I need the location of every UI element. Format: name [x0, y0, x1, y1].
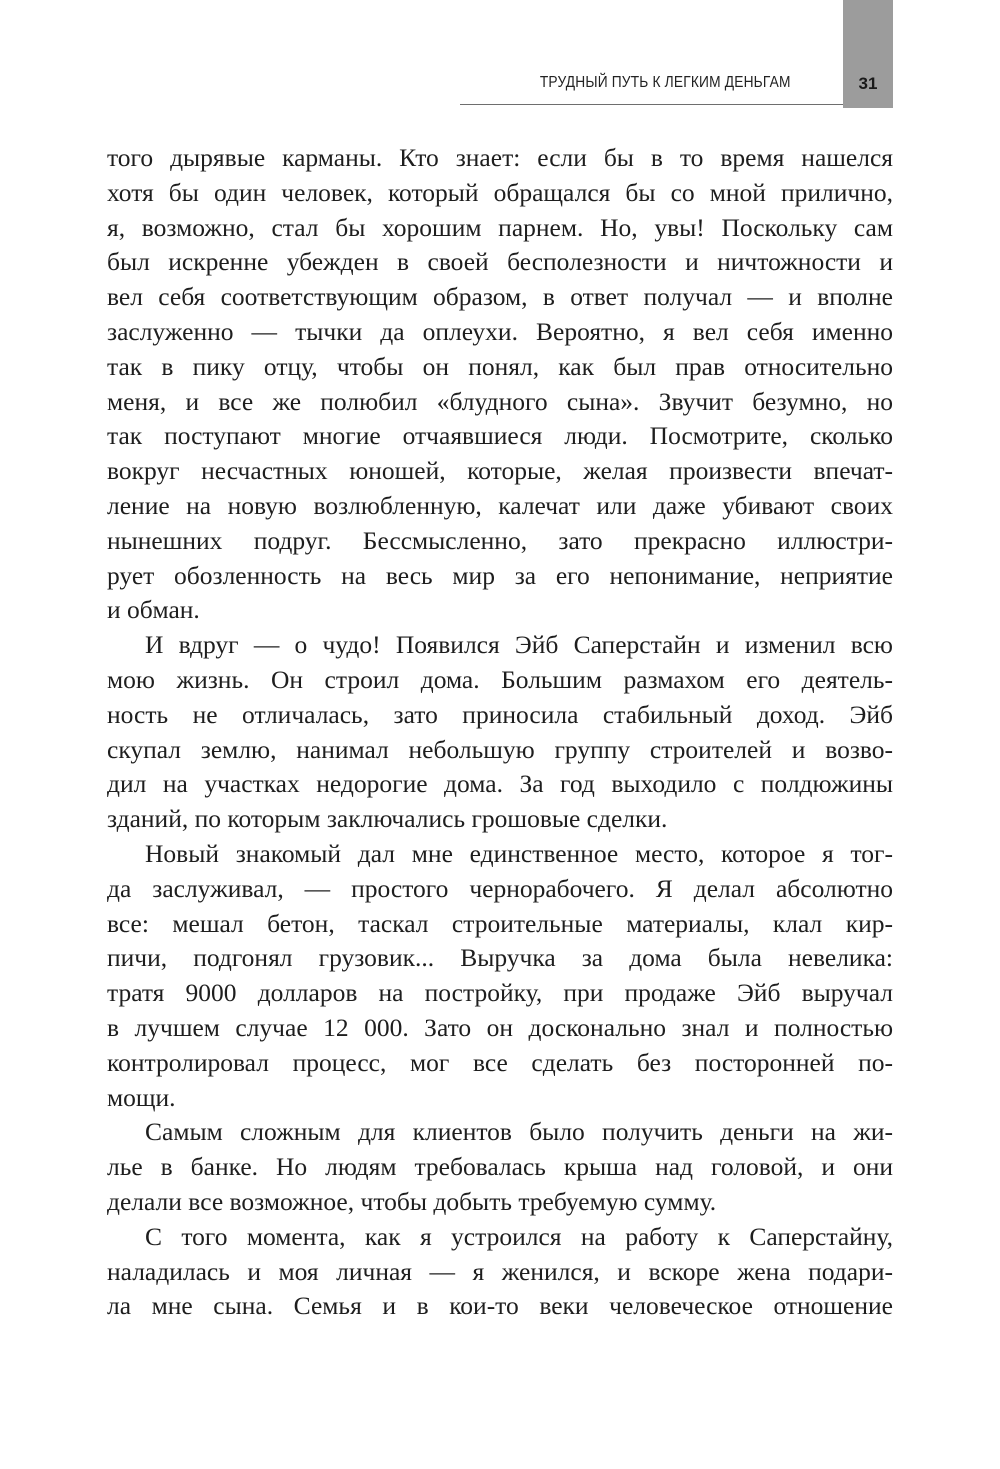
text-line: делали все возможное, чтобы добыть требуемую сумму.: [107, 1186, 717, 1216]
text-line: мощи.: [107, 1082, 176, 1112]
text-line: Новый знакомый дал мне единственное место, которое я тог-: [145, 838, 893, 868]
text-line: наладилась и моя личная — я женился, и вскоре жена подари-: [107, 1256, 893, 1286]
running-head-title: ТРУДНЫЙ ПУТЬ К ЛЕГКИМ ДЕНЬГАМ: [540, 74, 791, 91]
page-number: 31: [858, 74, 878, 93]
text-line: контролировал процесс, мог все сделать без посторонней по-: [107, 1047, 893, 1077]
text-line: пичи, подгонял грузовик... Выручка за дома была невелика:: [107, 943, 893, 973]
text-line: ность не отличалась, зато приносила стабильный доход. Эйб: [107, 699, 893, 729]
text-line: С того момента, как я устроился на работу к Саперстайну,: [145, 1221, 893, 1251]
text-line: так поступают многие отчаявшиеся люди. Посмотрите, сколько: [107, 421, 893, 451]
text-line: того дырявые карманы. Кто знает: если бы в то время нашелся: [107, 143, 893, 172]
text-line: хотя бы один человек, который обращался бы со мной прилично,: [107, 177, 893, 207]
text-line: вел себя соответствующим образом, в ответ получал — и вполне: [107, 282, 893, 312]
text-line: Самым сложным для клиентов было получить деньги на жи-: [145, 1117, 893, 1147]
text-line: тратя 9000 долларов на постройку, при продаже Эйб выручал: [107, 978, 893, 1008]
text-line: мою жизнь. Он строил дома. Большим размахом его деятель-: [107, 664, 893, 694]
text-line: лье в банке. Но людям требовалась крыша над головой, и они: [107, 1152, 893, 1182]
text-line: ла мне сына. Семья и в кои-то веки человеческое отношение: [107, 1291, 893, 1321]
body-text: [107, 141, 893, 1324]
text-line: был искренне убежден в своей бесполезности и ничтожности и: [107, 247, 893, 277]
text-line: меня, и все же полюбил «блудного сына». Звучит безумно, но: [107, 386, 893, 416]
text-line: так в пику отцу, чтобы он понял, как был прав относительно: [107, 351, 893, 381]
text-line: все: мешал бетон, таскал строительные материалы, клал кир-: [107, 908, 893, 938]
text-line: зданий, по которым заключались грошовые сделки.: [107, 804, 668, 834]
text-line: ление на новую возлюбленную, калечат или даже убивают своих: [107, 490, 893, 520]
text-line: я, возможно, стал бы хорошим парнем. Но, увы! Поскольку сам: [107, 212, 893, 242]
running-head: [460, 72, 843, 105]
text-line: заслуженно — тычки да оплеухи. Вероятно, я вел себя именно: [107, 316, 893, 346]
text-line: И вдруг — о чудо! Появился Эйб Саперстайн и изменил всю: [145, 630, 893, 660]
text-line: рует обозленность на весь мир за его непонимание, неприятие: [107, 560, 893, 590]
text-line: в лучшем случае 12 000. Зато он досконально знал и полностью: [107, 1012, 893, 1042]
text-line: нынешних подруг. Бессмысленно, зато прекрасно иллюстри-: [107, 525, 893, 555]
text-line: и обман.: [107, 595, 200, 625]
text-line: скупал землю, нанимал небольшую группу строителей и возво-: [107, 734, 893, 764]
text-line: да заслуживал, — простого чернорабочего. Я делал абсолютно: [107, 873, 893, 903]
text-line: дил на участках недорогие дома. За год выходило с полдюжины: [107, 769, 893, 799]
text-line: вокруг несчастных юношей, которые, желая произвести впечат-: [107, 456, 893, 486]
